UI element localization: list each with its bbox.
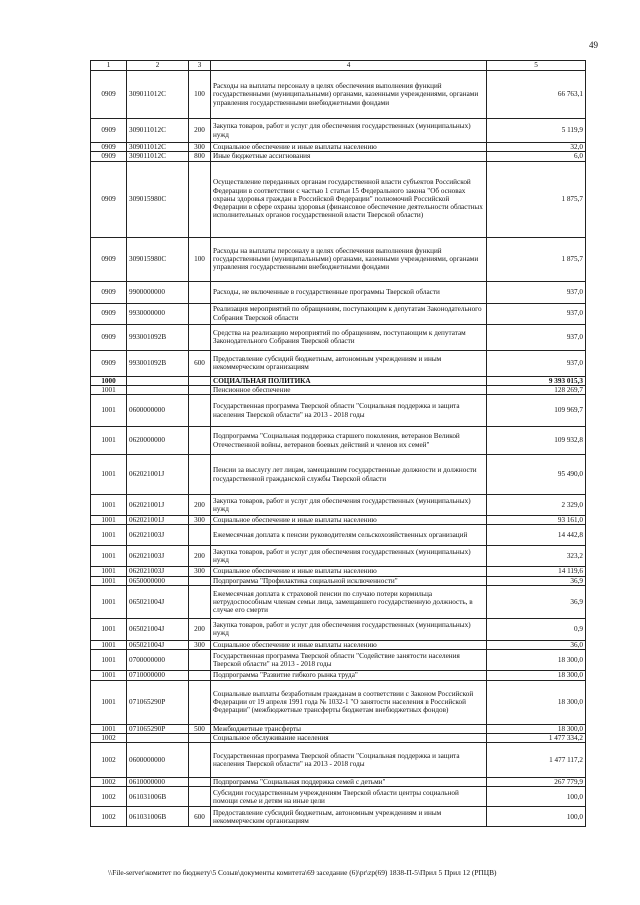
table-body — [91, 71, 586, 827]
item-description: Подпрограмма "Развитие гибкого рынка труда" — [211, 671, 487, 680]
amount: 937,0 — [487, 324, 586, 350]
section-code: 1002 — [91, 743, 127, 778]
item-description: Закупка товаров, работ и услуг для обеспечения государственных (муниципальных) нужд — [211, 119, 487, 143]
target-item-code: 0700000000 — [127, 650, 189, 671]
section-code: 1001 — [91, 724, 127, 733]
amount: 18 300,0 — [487, 671, 586, 680]
section-code: 1001 — [91, 427, 127, 455]
section-code: 1001 — [91, 618, 127, 640]
expense-type-code — [189, 778, 211, 787]
table-row — [91, 385, 586, 394]
item-description: Социальное обеспечение и иные выплаты населению — [211, 143, 487, 152]
item-description: Социальные выплаты безработным гражданам в соответствии с Законом Российской Федерации от 19 апреля 1991 года № 1032-1 "О занятости населения в Российской Федерации" (межбюджетные трансферты бюджетам внебюджетных фондов) — [211, 680, 487, 724]
target-item-code: 0600000000 — [127, 743, 189, 778]
expense-type-code: 200 — [189, 495, 211, 516]
table-row — [91, 324, 586, 350]
expense-type-code: 100 — [189, 71, 211, 119]
section-code: 1002 — [91, 807, 127, 827]
amount: 2 329,0 — [487, 495, 586, 516]
item-description: Пенсионное обеспечение — [211, 385, 487, 394]
section-code: 0909 — [91, 324, 127, 350]
amount: 267 779,9 — [487, 778, 586, 787]
target-item-code: 071065290Р — [127, 680, 189, 724]
item-description: Закупка товаров, работ и услуг для обеспечения государственных (муниципальных) нужд — [211, 618, 487, 640]
target-item-code: 0600000000 — [127, 395, 189, 427]
amount: 323,2 — [487, 546, 586, 567]
amount: 6,0 — [487, 152, 586, 161]
section-code: 1001 — [91, 576, 127, 585]
table-row — [91, 71, 586, 119]
item-description: Ежемесячная доплата к страховой пенсии по случаю потери кормильца нетрудоспособным членам семьи лица, замещавшего государственную должность, в случае его смерти — [211, 585, 487, 618]
item-description: Социальное обслуживание населения — [211, 733, 487, 742]
target-item-code: 062021001J — [127, 455, 189, 495]
target-item-code: 0610000000 — [127, 778, 189, 787]
expense-type-code: 300 — [189, 516, 211, 525]
item-description: Осуществление переданных органам государственной власти субъектов Российской Федерации в соответствии с частью 1 статьи 15 Федерального закона "Об основах охраны здоровья граждан в Российской Федерации" полномочий Российской Федерации в сфере охраны здоровья (финансовое обеспечение деятельности областных исполнительных органов государственной власти Тверской области) — [211, 161, 487, 237]
expense-type-code: 200 — [189, 546, 211, 567]
table-row — [91, 743, 586, 778]
expense-type-code — [189, 525, 211, 546]
section-code: 1001 — [91, 650, 127, 671]
section-code: 1001 — [91, 585, 127, 618]
expense-type-code: 100 — [189, 237, 211, 281]
table-row — [91, 455, 586, 495]
section-code: 0909 — [91, 161, 127, 237]
section-code: 1001 — [91, 671, 127, 680]
section-code: 0909 — [91, 303, 127, 324]
budget-table — [90, 60, 586, 827]
section-code: 1002 — [91, 787, 127, 807]
item-description: Социальное обеспечение и иные выплаты населению — [211, 640, 487, 649]
target-item-code: 062021001J — [127, 495, 189, 516]
item-description: Реализация мероприятий по обращениям, поступающим к депутатам Законодательного Собрания Тверской области — [211, 303, 487, 324]
target-item-code: 993001092В — [127, 350, 189, 376]
target-item-code: 0710000000 — [127, 671, 189, 680]
amount: 0,9 — [487, 618, 586, 640]
header-col-2: 2 — [127, 61, 189, 71]
item-description: Предоставление субсидий бюджетным, автономным учреждениям и иным некоммерческим организациям — [211, 350, 487, 376]
amount: 9 393 015,3 — [487, 376, 586, 385]
section-code: 1002 — [91, 733, 127, 742]
amount: 1 477 334,2 — [487, 733, 586, 742]
table-row — [91, 143, 586, 152]
amount: 100,0 — [487, 807, 586, 827]
target-item-code: 309011012C — [127, 152, 189, 161]
file-path-footer: \\File-server\комитет по бюджету\5 Созыв\документы комитета\69 заседание (6)\pr\zp(69) 1838-П-5\Прил 5 Прил 12 (РПЦВ) — [108, 868, 497, 877]
amount: 937,0 — [487, 281, 586, 303]
section-code: 1000 — [91, 376, 127, 385]
amount: 93 161,0 — [487, 516, 586, 525]
expense-type-code — [189, 680, 211, 724]
item-description: Пенсии за выслугу лет лицам, замещавшим государственные должности и должности государственной гражданской службы Тверской области — [211, 455, 487, 495]
item-description: Межбюджетные трансферты — [211, 724, 487, 733]
expense-type-code — [189, 576, 211, 585]
expense-type-code — [189, 376, 211, 385]
amount: 1 477 117,2 — [487, 743, 586, 778]
table-row — [91, 516, 586, 525]
amount: 100,0 — [487, 787, 586, 807]
section-code: 1001 — [91, 567, 127, 576]
section-code: 0909 — [91, 119, 127, 143]
expense-type-code — [189, 787, 211, 807]
target-item-code: 062021001J — [127, 516, 189, 525]
expense-type-code — [189, 743, 211, 778]
expense-type-code: 200 — [189, 119, 211, 143]
target-item-code: 9930000000 — [127, 303, 189, 324]
section-code: 0909 — [91, 143, 127, 152]
table-row — [91, 350, 586, 376]
table-row — [91, 395, 586, 427]
table-row — [91, 807, 586, 827]
section-code: 0909 — [91, 281, 127, 303]
expense-type-code: 300 — [189, 143, 211, 152]
item-description: Подпрограмма "Профилактика социальной исключенности" — [211, 576, 487, 585]
target-item-code: 0650000000 — [127, 576, 189, 585]
amount: 18 300,0 — [487, 680, 586, 724]
item-description: Ежемесячная доплата к пенсии руководителям сельскохозяйственных организаций — [211, 525, 487, 546]
table-row — [91, 427, 586, 455]
item-description: Государственная программа Тверской области "Содействие занятости населения Тверской области" на 2013 - 2018 годы — [211, 650, 487, 671]
page-number: 49 — [589, 40, 598, 50]
table-row — [91, 724, 586, 733]
target-item-code: 309011012C — [127, 143, 189, 152]
section-code: 1001 — [91, 525, 127, 546]
amount: 95 490,0 — [487, 455, 586, 495]
item-description: Подпрограмма "Социальная поддержка старшего поколения, ветеранов Великой Отечественной войны, ветеранов боевых действий и членов их семей" — [211, 427, 487, 455]
target-item-code: 309011012C — [127, 119, 189, 143]
expense-type-code — [189, 385, 211, 394]
table-row — [91, 281, 586, 303]
item-description: Расходы на выплаты персоналу в целях обеспечения выполнения функций государственными (муниципальными) органами, казенными учреждениями, органами управления государственными внебюджетными фондами — [211, 237, 487, 281]
expense-type-code: 600 — [189, 350, 211, 376]
expense-type-code — [189, 324, 211, 350]
section-code: 1001 — [91, 495, 127, 516]
item-description: Средства на реализацию мероприятий по обращениям, поступающим к депутатам Законодательного Собрания Тверской области — [211, 324, 487, 350]
amount: 109 932,8 — [487, 427, 586, 455]
target-item-code: 062021003J — [127, 525, 189, 546]
expense-type-code — [189, 395, 211, 427]
expense-type-code: 300 — [189, 640, 211, 649]
amount: 937,0 — [487, 350, 586, 376]
target-item-code: 062021003J — [127, 546, 189, 567]
table-row — [91, 778, 586, 787]
target-item-code: 9900000000 — [127, 281, 189, 303]
item-description: Государственная программа Тверской области "Социальная поддержка и защита населения Тверской области" на 2013 - 2018 годы — [211, 395, 487, 427]
expense-type-code — [189, 455, 211, 495]
amount: 36,9 — [487, 576, 586, 585]
expense-type-code — [189, 650, 211, 671]
amount: 1 875,7 — [487, 237, 586, 281]
table-row — [91, 525, 586, 546]
target-item-code: 061031006В — [127, 787, 189, 807]
table-row — [91, 585, 586, 618]
table-row — [91, 640, 586, 649]
item-description: Закупка товаров, работ и услуг для обеспечения государственных (муниципальных) нужд — [211, 546, 487, 567]
section-code: 0909 — [91, 350, 127, 376]
expense-type-code — [189, 161, 211, 237]
amount: 14 119,6 — [487, 567, 586, 576]
section-code: 0909 — [91, 71, 127, 119]
expense-type-code: 200 — [189, 618, 211, 640]
item-description: СОЦИАЛЬНАЯ ПОЛИТИКА — [211, 376, 487, 385]
header-col-1: 1 — [91, 61, 127, 71]
table-row — [91, 161, 586, 237]
item-description: Расходы, не включенные в государственные программы Тверской области — [211, 281, 487, 303]
target-item-code — [127, 385, 189, 394]
section-code: 0909 — [91, 237, 127, 281]
section-code: 1001 — [91, 516, 127, 525]
table-row — [91, 680, 586, 724]
item-description: Социальное обеспечение и иные выплаты населению — [211, 567, 487, 576]
amount: 18 300,0 — [487, 650, 586, 671]
amount: 128 269,7 — [487, 385, 586, 394]
amount: 32,0 — [487, 143, 586, 152]
item-description: Социальное обеспечение и иные выплаты населению — [211, 516, 487, 525]
amount: 66 763,1 — [487, 71, 586, 119]
target-item-code: 071065290Р — [127, 724, 189, 733]
item-description: Предоставление субсидий бюджетным, автономным учреждениям и иным некоммерческим организациям — [211, 807, 487, 827]
header-col-5: 5 — [487, 61, 586, 71]
table-row — [91, 787, 586, 807]
target-item-code: 061031006В — [127, 807, 189, 827]
amount: 14 442,8 — [487, 525, 586, 546]
expense-type-code — [189, 281, 211, 303]
table-row — [91, 567, 586, 576]
table-row — [91, 152, 586, 161]
target-item-code: 065021004J — [127, 618, 189, 640]
table-row — [91, 618, 586, 640]
target-item-code: 993001092В — [127, 324, 189, 350]
expense-type-code — [189, 733, 211, 742]
table-header-row — [91, 61, 586, 71]
target-item-code: 062021003J — [127, 567, 189, 576]
target-item-code — [127, 376, 189, 385]
header-col-3: 3 — [189, 61, 211, 71]
expense-type-code — [189, 585, 211, 618]
expense-type-code — [189, 303, 211, 324]
target-item-code: 065021004J — [127, 640, 189, 649]
table-row — [91, 546, 586, 567]
target-item-code: 065021004J — [127, 585, 189, 618]
table-row — [91, 576, 586, 585]
section-code: 0909 — [91, 152, 127, 161]
amount: 36,9 — [487, 585, 586, 618]
item-description: Иные бюджетные ассигнования — [211, 152, 487, 161]
item-description: Закупка товаров, работ и услуг для обеспечения государственных (муниципальных) нужд — [211, 495, 487, 516]
amount: 1 875,7 — [487, 161, 586, 237]
section-code: 1001 — [91, 640, 127, 649]
target-item-code: 309015980C — [127, 237, 189, 281]
amount: 109 969,7 — [487, 395, 586, 427]
expense-type-code — [189, 427, 211, 455]
table-row — [91, 376, 586, 385]
table-row — [91, 650, 586, 671]
header-col-4: 4 — [211, 61, 487, 71]
expense-type-code: 800 — [189, 152, 211, 161]
table-row — [91, 671, 586, 680]
table-row — [91, 495, 586, 516]
table-row — [91, 119, 586, 143]
section-code: 1001 — [91, 680, 127, 724]
expense-type-code: 600 — [189, 807, 211, 827]
item-description: Государственная программа Тверской области "Социальная поддержка и защита населения Тверской области" на 2013 - 2018 годы — [211, 743, 487, 778]
section-code: 1002 — [91, 778, 127, 787]
section-code: 1001 — [91, 546, 127, 567]
section-code: 1001 — [91, 385, 127, 394]
expense-type-code — [189, 671, 211, 680]
item-description: Субсидии государственным учреждениям Тверской области центры социальной помощи семье и детям на иные цели — [211, 787, 487, 807]
section-code: 1001 — [91, 455, 127, 495]
table-row — [91, 237, 586, 281]
amount: 937,0 — [487, 303, 586, 324]
target-item-code: 309015980C — [127, 161, 189, 237]
table-row — [91, 303, 586, 324]
item-description: Расходы на выплаты персоналу в целях обеспечения выполнения функций государственными (муниципальными) органами, казенными учреждениями, органами управления государственными внебюджетными фондами — [211, 71, 487, 119]
amount: 5 119,9 — [487, 119, 586, 143]
target-item-code — [127, 733, 189, 742]
expense-type-code: 300 — [189, 567, 211, 576]
amount: 36,0 — [487, 640, 586, 649]
table-row — [91, 733, 586, 742]
amount: 18 300,0 — [487, 724, 586, 733]
target-item-code: 0620000000 — [127, 427, 189, 455]
section-code: 1001 — [91, 395, 127, 427]
expense-type-code: 500 — [189, 724, 211, 733]
item-description: Подпрограмма "Социальная поддержка семей с детьми" — [211, 778, 487, 787]
target-item-code: 309011012C — [127, 71, 189, 119]
